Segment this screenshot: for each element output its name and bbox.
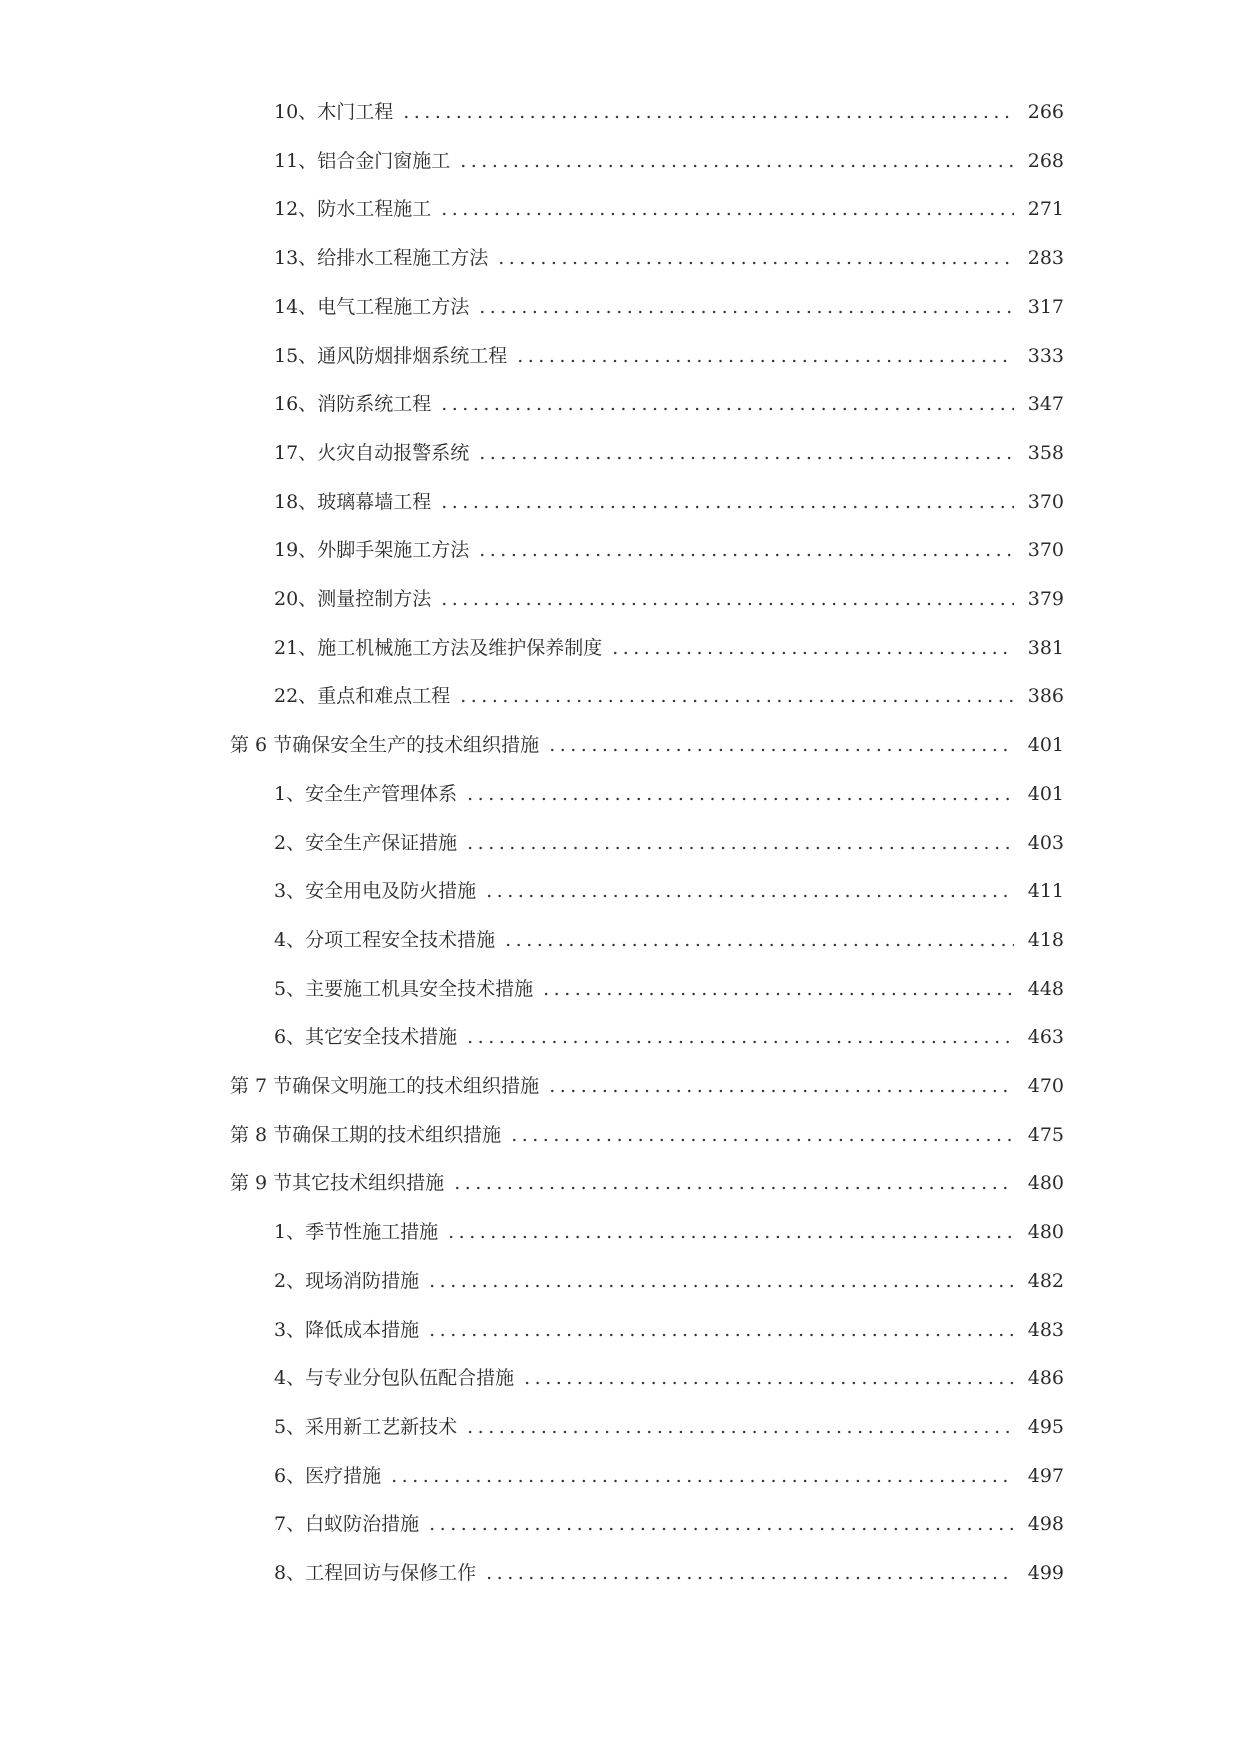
toc-entry-title: 现场消防措施 (305, 1269, 420, 1292)
toc-section-title: 确保工期的技术组织措施 (292, 1123, 502, 1146)
toc-entry-number: 19、 (274, 539, 318, 562)
dot-leader (549, 730, 1014, 760)
toc-entry-number: 7、 (274, 1513, 306, 1536)
toc-entry-page: 495 (1027, 1415, 1064, 1438)
toc-entry[interactable] (0, 97, 1241, 127)
toc-section-title: 其它技术组织措施 (292, 1172, 445, 1195)
toc-entry[interactable] (0, 438, 1241, 468)
dot-leader (429, 1266, 1014, 1296)
toc-section-entry[interactable] (0, 1071, 1241, 1101)
toc-entry-number: 4、 (274, 1367, 306, 1390)
toc-entry-number: 20、 (274, 588, 318, 610)
toc-entry[interactable] (0, 681, 1241, 711)
toc-entry-number: 21、 (274, 636, 318, 659)
toc-entry-page: 401 (1027, 782, 1064, 805)
toc-section-title: 确保安全生产的技术组织措施 (292, 734, 540, 757)
toc-entry-number: 16、 (274, 393, 318, 416)
toc-section-entry[interactable] (0, 1168, 1241, 1198)
dot-leader (441, 487, 1014, 517)
dot-leader (486, 1558, 1014, 1588)
toc-entry-title: 消防系统工程 (317, 393, 432, 416)
toc-entry-page: 486 (1027, 1367, 1064, 1390)
toc-section-title: 确保文明施工的技术组织措施 (292, 1075, 540, 1097)
toc-entry[interactable] (0, 389, 1241, 419)
toc-entry-page: 411 (1027, 880, 1064, 903)
toc-entry-title: 采用新工艺新技术 (305, 1415, 458, 1438)
toc-entry-title: 通风防烟排烟系统工程 (317, 344, 508, 367)
dot-leader (486, 876, 1014, 906)
dot-leader (467, 1022, 1014, 1052)
toc-section-entry[interactable] (0, 1120, 1241, 1150)
dot-leader (391, 1461, 1014, 1491)
toc-entry-number: 8、 (274, 1562, 306, 1584)
toc-entry-page: 358 (1027, 441, 1064, 464)
toc-entry-number: 1、 (274, 1221, 306, 1244)
toc-entry-title: 重点和难点工程 (317, 685, 451, 708)
toc-entry[interactable] (0, 828, 1241, 858)
toc-entry[interactable] (0, 1266, 1241, 1296)
toc-entry-page: 448 (1027, 977, 1064, 1000)
toc-section-number: 第 9 节 (230, 1172, 293, 1195)
toc-entry-number: 1、 (274, 782, 306, 805)
toc-entry[interactable] (0, 1509, 1241, 1539)
toc-entry-title: 测量控制方法 (317, 588, 432, 610)
toc-entry-page: 497 (1027, 1464, 1064, 1487)
dot-leader (467, 828, 1014, 858)
toc-entry[interactable] (0, 1022, 1241, 1052)
toc-entry-page: 401 (1027, 734, 1064, 757)
toc-entry-page: 470 (1027, 1075, 1064, 1097)
toc-section-number: 第 8 节 (230, 1123, 293, 1146)
toc-entry-title: 分项工程安全技术措施 (305, 928, 496, 951)
dot-leader (448, 1217, 1014, 1247)
toc-entry-title: 给排水工程施工方法 (317, 247, 489, 270)
toc-entry-page: 381 (1027, 636, 1064, 659)
toc-entry-page: 370 (1027, 490, 1064, 513)
toc-section-number: 第 6 节 (230, 734, 293, 757)
toc-entry-title: 防水工程施工 (317, 198, 432, 221)
toc-entry-title: 安全用电及防火措施 (305, 880, 477, 903)
dot-leader (441, 194, 1014, 224)
toc-entry-page: 317 (1027, 295, 1064, 318)
toc-entry-page: 266 (1027, 101, 1064, 123)
toc-entry[interactable] (0, 341, 1241, 371)
toc-entry[interactable] (0, 292, 1241, 322)
toc-entry-number: 12、 (274, 198, 318, 221)
dot-leader (429, 1315, 1014, 1345)
toc-entry-number: 2、 (274, 1269, 306, 1292)
dot-leader (498, 243, 1014, 273)
toc-entry[interactable] (0, 1315, 1241, 1345)
toc-entry-number: 3、 (274, 880, 306, 903)
toc-entry-page: 347 (1027, 393, 1064, 416)
toc-entry-number: 4、 (274, 928, 306, 951)
toc-entry-page: 386 (1027, 685, 1064, 708)
toc-entry-page: 271 (1027, 198, 1064, 221)
dot-leader (511, 1120, 1014, 1150)
dot-leader (460, 146, 1014, 176)
toc-entry-number: 5、 (274, 977, 306, 1000)
toc-entry[interactable] (0, 1558, 1241, 1588)
toc-entry-number: 14、 (274, 295, 318, 318)
toc-entry[interactable] (0, 633, 1241, 663)
toc-entry-page: 403 (1027, 831, 1064, 854)
toc-entry-title: 医疗措施 (305, 1464, 382, 1487)
toc-entry-number: 5、 (274, 1415, 306, 1438)
toc-entry[interactable] (0, 487, 1241, 517)
toc-entry-page: 483 (1027, 1318, 1064, 1341)
toc-entry-title: 主要施工机具安全技术措施 (305, 977, 534, 1000)
toc-entry-page: 499 (1027, 1562, 1064, 1584)
dot-leader (517, 341, 1014, 371)
dot-leader (441, 389, 1014, 419)
toc-entry-title: 外脚手架施工方法 (317, 539, 470, 562)
toc-entry-page: 370 (1027, 539, 1064, 562)
toc-section-entry[interactable] (0, 730, 1241, 760)
dot-leader (479, 292, 1014, 322)
toc-entry-page: 498 (1027, 1513, 1064, 1536)
toc-entry[interactable] (0, 535, 1241, 565)
dot-leader (467, 1412, 1014, 1442)
toc-entry[interactable] (0, 925, 1241, 955)
toc-entry-title: 安全生产保证措施 (305, 831, 458, 854)
toc-entry-page: 480 (1027, 1221, 1064, 1244)
dot-leader (524, 1363, 1014, 1393)
dot-leader (479, 535, 1014, 565)
toc-entry[interactable] (0, 1217, 1241, 1247)
dot-leader (454, 1168, 1014, 1198)
toc-entry-title: 木门工程 (317, 101, 394, 123)
toc-entry-number: 11、 (274, 149, 318, 172)
dot-leader (505, 925, 1014, 955)
toc-entry[interactable] (0, 1412, 1241, 1442)
toc-entry-title: 铝合金门窗施工 (317, 149, 451, 172)
toc-entry-page: 333 (1027, 344, 1064, 367)
toc-section-number: 第 7 节 (230, 1075, 293, 1097)
toc-entry-page: 463 (1027, 1026, 1064, 1049)
toc-entry-number: 22、 (274, 685, 318, 708)
toc-entry-title: 玻璃幕墙工程 (317, 490, 432, 513)
toc-entry[interactable] (0, 876, 1241, 906)
dot-leader (403, 97, 1014, 127)
toc-entry-page: 480 (1027, 1172, 1064, 1195)
toc-entry-title: 降低成本措施 (305, 1318, 420, 1341)
toc-entry-page: 379 (1027, 588, 1064, 610)
dot-leader (460, 681, 1014, 711)
toc-entry-title: 电气工程施工方法 (317, 295, 470, 318)
toc-entry[interactable] (0, 779, 1241, 809)
toc-entry-number: 10、 (274, 101, 318, 123)
toc-entry-number: 18、 (274, 490, 318, 513)
toc-entry-page: 475 (1027, 1123, 1064, 1146)
toc-entry-number: 17、 (274, 441, 318, 464)
toc-entry-title: 与专业分包队伍配合措施 (305, 1367, 515, 1390)
toc-entry[interactable] (0, 1363, 1241, 1393)
toc-entry-title: 工程回访与保修工作 (305, 1562, 477, 1584)
toc-entry-number: 15、 (274, 344, 318, 367)
toc-entry[interactable] (0, 584, 1241, 614)
dot-leader (543, 974, 1014, 1004)
toc-entry-title: 其它安全技术措施 (305, 1026, 458, 1049)
dot-leader (612, 633, 1014, 663)
toc-entry-title: 季节性施工措施 (305, 1221, 439, 1244)
toc-entry-number: 13、 (274, 247, 318, 270)
toc-entry[interactable] (0, 243, 1241, 273)
toc-entry-title: 火灾自动报警系统 (317, 441, 470, 464)
toc-entry-title: 安全生产管理体系 (305, 782, 458, 805)
toc-entry-page: 283 (1027, 247, 1064, 270)
toc-entry[interactable] (0, 974, 1241, 1004)
toc-entry-title: 白蚁防治措施 (305, 1513, 420, 1536)
toc-entry-page: 418 (1027, 928, 1064, 951)
toc-entry-title: 施工机械施工方法及维护保养制度 (317, 636, 603, 659)
toc-entry[interactable] (0, 146, 1241, 176)
toc-entry-page: 482 (1027, 1269, 1064, 1292)
toc-entry-number: 6、 (274, 1026, 306, 1049)
toc-entry-number: 6、 (274, 1464, 306, 1487)
dot-leader (441, 584, 1014, 614)
dot-leader (479, 438, 1014, 468)
toc-entry[interactable] (0, 194, 1241, 224)
dot-leader (467, 779, 1014, 809)
toc-entry-number: 2、 (274, 831, 306, 854)
toc-entry-page: 268 (1027, 149, 1064, 172)
toc-entry-number: 3、 (274, 1318, 306, 1341)
dot-leader (549, 1071, 1014, 1101)
dot-leader (429, 1509, 1014, 1539)
toc-entry[interactable] (0, 1461, 1241, 1491)
